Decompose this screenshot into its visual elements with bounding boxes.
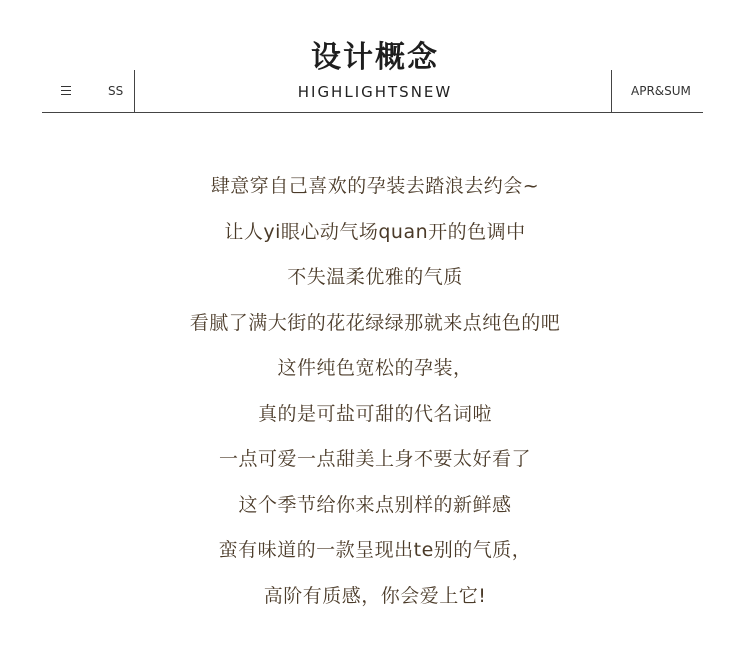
description-line: 看腻了满大街的花花绿绿那就来点纯色的吧 — [189, 311, 561, 334]
description-line: 肆意穿自己喜欢的孕装去踏浪去约会~ — [210, 175, 540, 197]
description-text — [0, 170, 750, 625]
page-title: 设计概念 — [311, 40, 439, 75]
description-line: 不失温柔优雅的气质 — [287, 266, 463, 288]
header — [0, 0, 750, 115]
divider-right — [611, 70, 612, 113]
description-line: 让人yi眼心动气场quan开的色调中 — [224, 220, 526, 243]
description-line: 一点可爱一点甜美上身不要太好看了 — [218, 448, 531, 470]
description-line: 真的是可盐可甜的代名词啦 — [257, 402, 492, 425]
description-line: 这件纯色宽松的孕装， — [277, 357, 473, 379]
description-line: 蛮有味道的一款呈现出te别的气质， — [218, 539, 532, 561]
season-label-left: SS — [108, 84, 124, 98]
page-subtitle: HIGHLIGHTSNEW — [297, 83, 453, 101]
season-label-right: APR&SUM — [631, 84, 691, 98]
header-underline — [42, 112, 703, 113]
description-line: 这个季节给你来点别样的新鲜感 — [238, 493, 512, 516]
description-line: 高阶有质感，你会爱上它! — [263, 584, 487, 607]
